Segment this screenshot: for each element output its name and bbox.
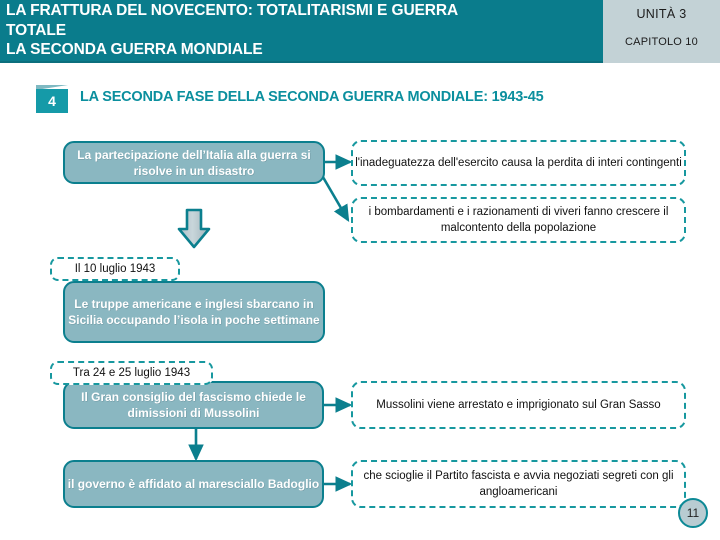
box-mussolini-arrestato[interactable] (351, 381, 686, 429)
box-sbarco-sicilia-text: Le truppe americane e inglesi sbarcano in Sicilia occupando l’isola in poche settimane (68, 297, 320, 327)
unit-label: UNITÀ 3 (636, 7, 687, 21)
page-number-text: 11 (686, 506, 700, 520)
box-governo-badoglio-text: il governo è affidato al maresciallo Badoglio (67, 477, 320, 491)
header-title-line-2: TOTALE (6, 21, 66, 39)
chip-data-24-25-luglio[interactable] (50, 361, 213, 385)
page-header (0, 0, 720, 63)
box-bombardamenti[interactable] (351, 197, 686, 243)
box-gran-consiglio-text: Il Gran consiglio del fascismo chiede le dimissioni di Mussolini (81, 390, 306, 420)
header-title (6, 1, 598, 60)
page-number-badge (678, 498, 708, 528)
box-sbarco-sicilia[interactable] (63, 281, 325, 343)
chip-data-10-luglio-text: Il 10 luglio 1943 (74, 263, 156, 275)
chapter-label: CAPITOLO 10 (625, 36, 698, 48)
down-arrow-icon (176, 208, 212, 250)
section-heading: LA SECONDA FASE DELLA SECONDA GUERRA MONDIALE: 1943-45 (80, 89, 544, 105)
box-partito-sciolto-text: che scioglie il Partito fascista e avvia negoziati segreti con gli angloamericani (363, 470, 674, 498)
box-bombardamenti-text: i bombardamenti e i razionamenti di viveri fanno crescere il malcontento della popolazione (368, 206, 669, 234)
header-title-line-1: LA FRATTURA DEL NOVECENTO: TOTALITARISMI E GUERRA (6, 2, 459, 19)
box-esercito-inadeguato-text: l'inadeguatezza dell'esercito causa la perdita di interi contingenti (355, 157, 682, 169)
box-partito-sciolto[interactable] (351, 460, 686, 508)
box-italia-disastro[interactable] (63, 141, 325, 184)
box-gran-consiglio[interactable] (63, 381, 324, 429)
arrow-italia-to-bombardamenti (320, 172, 348, 220)
box-governo-badoglio[interactable] (63, 460, 324, 508)
section-number: 4 (48, 93, 56, 109)
box-esercito-inadeguato[interactable] (351, 140, 686, 186)
box-mussolini-arrestato-text: Mussolini viene arrestato e imprigionato sul Gran Sasso (376, 399, 661, 411)
chip-data-10-luglio[interactable] (50, 257, 180, 281)
chip-data-24-25-luglio-text: Tra 24 e 25 luglio 1943 (72, 367, 191, 379)
box-italia-disastro-text: La partecipazione dell’Italia alla guerra si risolve in un disastro (77, 147, 311, 178)
section-number-badge (36, 85, 68, 113)
header-title-line-3: LA SECONDA GUERRA MONDIALE (6, 41, 263, 58)
header-divider-rule (0, 61, 603, 63)
